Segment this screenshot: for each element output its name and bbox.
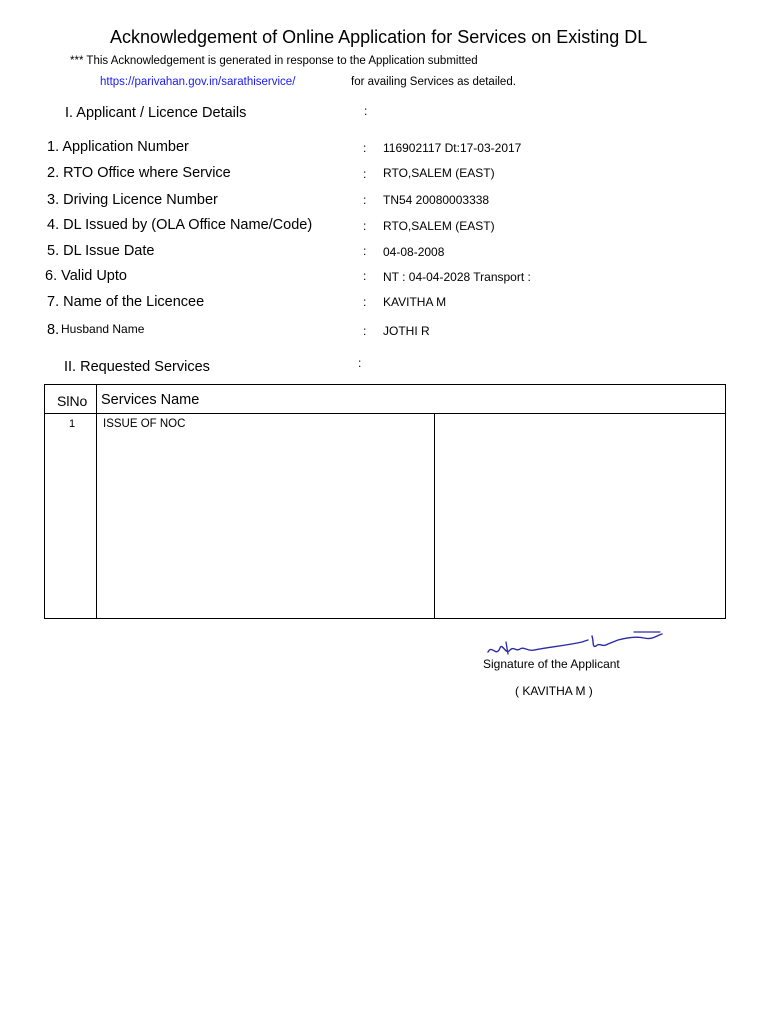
- table-header-divider: [45, 413, 725, 414]
- dl-issued-by-value: RTO,SALEM (EAST): [383, 219, 495, 233]
- acknowledgement-note-suffix: for availing Services as detailed.: [351, 76, 516, 88]
- sarathi-service-link[interactable]: https://parivahan.gov.in/sarathiservice/: [100, 76, 296, 88]
- application-number-colon: :: [363, 141, 367, 155]
- dl-issue-date-colon: :: [363, 244, 367, 258]
- licencee-name-label: 7. Name of the Licencee: [47, 294, 205, 310]
- table-header-services-name: Services Name: [101, 392, 200, 408]
- section-applicant-details-title: I. Applicant / Licence Details: [65, 105, 247, 121]
- rto-office-label: 2. RTO Office where Service: [47, 165, 231, 181]
- dl-issued-by-label: 4. DL Issued by (OLA Office Name/Code): [47, 217, 313, 233]
- table-row-service-name: ISSUE OF NOC: [103, 418, 186, 430]
- husband-name-value: JOTHI R: [383, 324, 430, 338]
- section-requested-services-title: II. Requested Services: [64, 359, 210, 375]
- application-number-label: 1. Application Number: [47, 139, 189, 155]
- section-applicant-details-colon: :: [364, 104, 368, 118]
- table-row-slno: 1: [69, 418, 76, 430]
- husband-name-label: Husband Name: [61, 322, 145, 336]
- licencee-name-colon: :: [363, 295, 367, 309]
- dl-number-value: TN54 20080003338: [383, 193, 490, 207]
- table-header-slno: SlNo: [57, 393, 88, 409]
- table-column-divider-2: [434, 413, 435, 618]
- dl-issue-date-label: 5. DL Issue Date: [47, 243, 155, 259]
- signature-applicant-name: ( KAVITHA M ): [515, 684, 593, 698]
- dl-issue-date-value: 04-08-2008: [383, 245, 445, 259]
- husband-name-number: 8.: [47, 322, 60, 338]
- page-title: Acknowledgement of Online Application for Services on Existing DL: [110, 27, 648, 47]
- table-column-divider-1: [96, 385, 97, 618]
- rto-office-colon: :: [363, 167, 367, 181]
- signature-caption: Signature of the Applicant: [483, 657, 620, 671]
- services-table: [44, 384, 726, 619]
- valid-upto-colon: :: [363, 269, 367, 283]
- valid-upto-value: NT : 04-04-2028 Transport :: [383, 270, 531, 284]
- husband-name-colon: :: [363, 324, 367, 338]
- section-requested-services-colon: :: [358, 356, 362, 370]
- acknowledgement-note: *** This Acknowledgement is generated in response to the Application submitted: [70, 55, 478, 67]
- dl-number-label: 3. Driving Licence Number: [47, 192, 218, 208]
- valid-upto-label: 6. Valid Upto: [45, 268, 127, 284]
- rto-office-value: RTO,SALEM (EAST): [383, 166, 495, 180]
- application-number-value: 116902117 Dt:17-03-2017: [383, 141, 522, 155]
- dl-number-colon: :: [363, 193, 367, 207]
- licencee-name-value: KAVITHA M: [383, 295, 447, 309]
- applicant-signature-image: [484, 630, 664, 660]
- dl-issued-by-colon: :: [363, 219, 367, 233]
